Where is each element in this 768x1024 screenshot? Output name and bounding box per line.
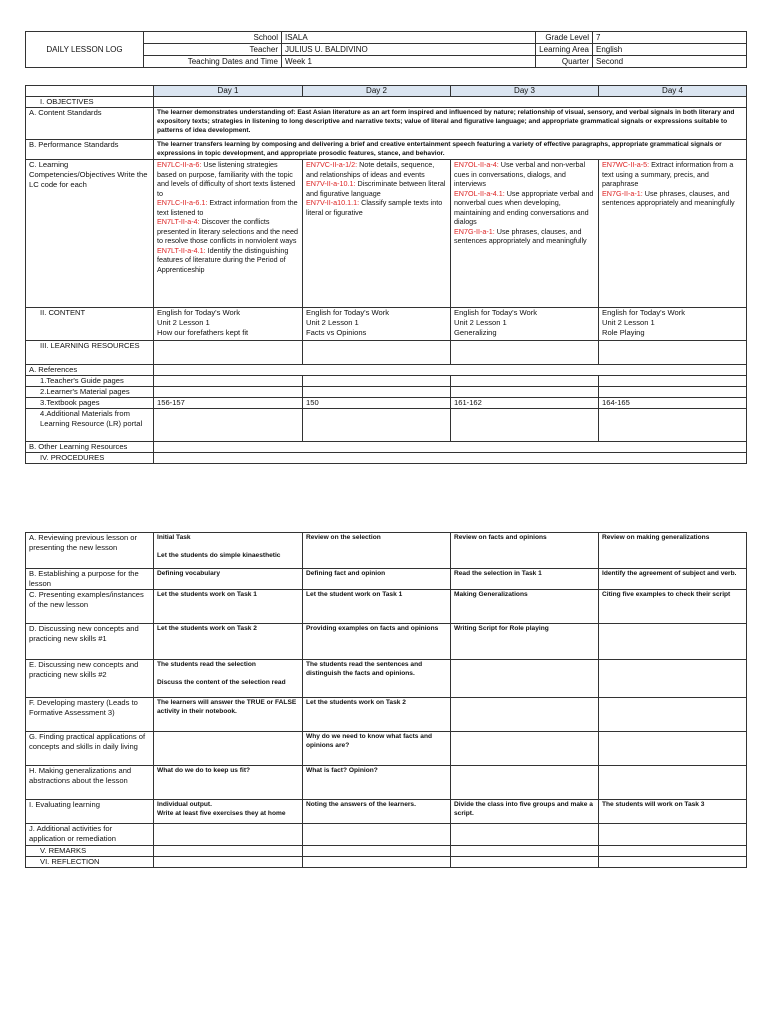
procedure-cell bbox=[451, 846, 599, 857]
lc-code: EN7OL-II-a-4: bbox=[454, 160, 499, 169]
procedure-cell bbox=[451, 698, 599, 732]
header-table bbox=[25, 31, 747, 68]
procedure-label: J. Additional activities for application or remediation bbox=[26, 824, 154, 846]
lc-label: C. Learning Competencies/Objectives Write the LC code for each bbox=[26, 160, 154, 308]
procedure-cell bbox=[599, 846, 747, 857]
procedure-cell bbox=[599, 660, 747, 698]
procedure-label: A. Reviewing previous lesson or presenting the new lesson bbox=[26, 533, 154, 569]
lc-text: Discover the conflicts presented in literary selections and the need to resolve those conflicts in nonviolent ways bbox=[157, 217, 299, 245]
procedure-row bbox=[26, 624, 747, 660]
procedure-row bbox=[26, 800, 747, 824]
procedure-cell bbox=[599, 624, 747, 660]
procedure-cell: Writing Script for Role playing bbox=[451, 624, 599, 660]
procedure-cell: Citing five examples to check their script bbox=[599, 590, 747, 624]
lc-code: EN7LT-II-a-4.1: bbox=[157, 245, 206, 255]
tb-day-2: 150 bbox=[303, 398, 451, 409]
procedure-label: E. Discussing new concepts and practicing new skills #2 bbox=[26, 660, 154, 698]
procedure-row bbox=[26, 732, 747, 766]
resources-heading: III. LEARNING RESOURCES bbox=[26, 341, 154, 365]
day-1-header: Day 1 bbox=[154, 86, 303, 97]
procedure-cell: Let the students work on Task 2 bbox=[154, 624, 303, 660]
content-standards-text: The learner demonstrates understanding of: East Asian literature as an art form inspired and influenced by nature; relationship of visual, sensory, and verbal signals in both literary and expository texts; strategies in listening to long descriptive and narrative texts; value of literal and figurative language; and appropriate grammatical signals or expressions suitable to patterns of idea development. bbox=[154, 108, 747, 140]
procedure-cell: Review on facts and opinions bbox=[451, 533, 599, 569]
procedures-heading: IV. PROCEDURES bbox=[26, 453, 154, 464]
lc-text: Note details, sequence, and relationships of ideas and events bbox=[306, 160, 435, 179]
procedure-cell: Why do we need to know what facts and opinions are? bbox=[303, 732, 451, 766]
lc-text: Use phrases, clauses, and sentences appropriately and meaningfully bbox=[602, 188, 735, 207]
day-2-header: Day 2 bbox=[303, 86, 451, 97]
area-value: English bbox=[593, 44, 747, 56]
grade-value: 7 bbox=[593, 32, 747, 44]
procedure-row bbox=[26, 569, 747, 590]
tb-label: 3.Textbook pages bbox=[26, 398, 154, 409]
objectives-heading: I. OBJECTIVES bbox=[26, 97, 154, 108]
procedure-row bbox=[26, 766, 747, 800]
tg-label: 1.Teacher's Guide pages bbox=[26, 376, 154, 387]
procedure-label: H. Making generalizations and abstractions about the lesson bbox=[26, 766, 154, 800]
lc-day-2 bbox=[303, 160, 451, 308]
procedure-cell: Noting the answers of the learners. bbox=[303, 800, 451, 824]
procedure-cell: Review on making generalizations bbox=[599, 533, 747, 569]
procedure-cell: The students read the selection Discuss the content of the selection read bbox=[154, 660, 303, 698]
performance-standards-text: The learner transfers learning by composing and delivering a brief and creative entertainment speech featuring a variety of effective paragraphs, appropriate grammatical signals or expressions in topic development, and appropriate prosodic features, stance, and behavior. bbox=[154, 140, 747, 160]
procedure-label: VI. REFLECTION bbox=[26, 857, 154, 868]
lc-code: EN7V-II-a-10.1: bbox=[306, 179, 356, 188]
procedure-row bbox=[26, 698, 747, 732]
procedure-label: D. Discussing new concepts and practicing new skills #1 bbox=[26, 624, 154, 660]
lc-text: Classify sample texts into literal or figurative bbox=[306, 198, 443, 217]
quarter-value: Second bbox=[593, 56, 747, 68]
day-3-header: Day 3 bbox=[451, 86, 599, 97]
procedure-cell bbox=[599, 857, 747, 868]
procedure-cell bbox=[154, 846, 303, 857]
lc-text: Use verbal and non-verbal cues in conversations, dialogs, and interviews bbox=[454, 160, 586, 188]
lc-day-4 bbox=[599, 160, 747, 308]
procedure-cell: Individual output. Write at least five exercises they at home bbox=[154, 800, 303, 824]
dates-value: Week 1 bbox=[282, 56, 536, 68]
dates-label: Teaching Dates and Time bbox=[144, 56, 282, 68]
lc-text: Identify the distinguishing features of literature during the Period of Apprenticeship bbox=[157, 245, 289, 274]
procedure-cell bbox=[154, 824, 303, 846]
content-day-4: English for Today's Work Unit 2 Lesson 1 Role Playing bbox=[599, 308, 747, 341]
procedure-cell: What is fact? Opinion? bbox=[303, 766, 451, 800]
content-standards-label: A. Content Standards bbox=[26, 108, 154, 140]
procedure-label: C. Presenting examples/instances of the new lesson bbox=[26, 590, 154, 624]
objectives-empty bbox=[154, 97, 747, 108]
corner-cell bbox=[26, 86, 154, 97]
procedure-cell: Let the student work on Task 1 bbox=[303, 590, 451, 624]
procedure-cell: Identify the agreement of subject and verb. bbox=[599, 569, 747, 590]
lesson-table-top bbox=[25, 85, 747, 464]
references-label: A. References bbox=[26, 365, 154, 376]
procedure-cell bbox=[451, 857, 599, 868]
procedure-row bbox=[26, 857, 747, 868]
procedure-cell: The students read the sentences and distinguish the facts and opinions. bbox=[303, 660, 451, 698]
additional-label: 4.Additional Materials from Learning Resource (LR) portal bbox=[26, 409, 154, 442]
school-value: ISALA bbox=[282, 32, 536, 44]
procedure-cell bbox=[303, 857, 451, 868]
lc-text: Discriminate between literal and figurative language bbox=[306, 179, 446, 198]
procedure-label: V. REMARKS bbox=[26, 846, 154, 857]
lc-code: EN7OL-II-a-4.1: bbox=[454, 188, 505, 198]
lc-code: EN7V-II-a10.1.1: bbox=[306, 198, 360, 207]
school-label: School bbox=[144, 32, 282, 44]
procedure-cell bbox=[451, 660, 599, 698]
lc-text: Extract information from the text listened to bbox=[157, 198, 298, 217]
log-title: DAILY LESSON LOG bbox=[26, 32, 144, 68]
procedure-cell: What do we do to keep us fit? bbox=[154, 766, 303, 800]
content-day-1: English for Today's Work Unit 2 Lesson 1 How our forefathers kept fit bbox=[154, 308, 303, 341]
lc-day-3 bbox=[451, 160, 599, 308]
procedures-table bbox=[25, 532, 747, 868]
content-day-2: English for Today's Work Unit 2 Lesson 1 Facts vs Opinions bbox=[303, 308, 451, 341]
lc-code: EN7LT-II-a-4: bbox=[157, 217, 200, 226]
procedure-cell bbox=[154, 857, 303, 868]
procedure-label: F. Developing mastery (Leads to Formative Assessment 3) bbox=[26, 698, 154, 732]
procedure-row bbox=[26, 846, 747, 857]
procedure-cell: The students will work on Task 3 bbox=[599, 800, 747, 824]
procedure-cell: Defining vocabulary bbox=[154, 569, 303, 590]
lc-text: Use phrases, clauses, and sentences appropriately and meaningfully bbox=[454, 226, 587, 245]
procedure-cell bbox=[599, 732, 747, 766]
content-heading: II. CONTENT bbox=[26, 308, 154, 341]
performance-standards-label: B. Performance Standards bbox=[26, 140, 154, 160]
lc-code: EN7G-II-a-1: bbox=[454, 226, 495, 236]
lc-text: Use listening strategies based on purpose, familiarity with the topic and levels of difficulty of short texts listened to bbox=[157, 160, 296, 198]
lm-label: 2.Learner's Material pages bbox=[26, 387, 154, 398]
procedure-row bbox=[26, 660, 747, 698]
day-4-header: Day 4 bbox=[599, 86, 747, 97]
procedure-label: B. Establishing a purpose for the lesson bbox=[26, 569, 154, 590]
procedure-cell bbox=[303, 824, 451, 846]
other-resources-label: B. Other Learning Resources bbox=[26, 442, 154, 453]
procedure-cell bbox=[451, 824, 599, 846]
teacher-label: Teacher bbox=[144, 44, 282, 56]
lc-code: EN7WC-II-a-5: bbox=[602, 160, 650, 169]
procedure-cell bbox=[599, 766, 747, 800]
lc-code: EN7LC-II-a-6: bbox=[157, 160, 202, 169]
procedure-cell: Let the students work on Task 1 bbox=[154, 590, 303, 624]
lc-text: Extract information from a text using a summary, precis, and paraphrase bbox=[602, 160, 734, 188]
procedure-cell: Read the selection in Task 1 bbox=[451, 569, 599, 590]
quarter-label: Quarter bbox=[536, 56, 593, 68]
lc-code: EN7LC-II-a-6.1: bbox=[157, 198, 208, 207]
lc-day-1 bbox=[154, 160, 303, 308]
procedure-cell bbox=[599, 824, 747, 846]
lc-code: EN7VC-II-a-1/2: bbox=[306, 160, 358, 169]
procedure-cell: Let the students work on Task 2 bbox=[303, 698, 451, 732]
tb-day-1: 156-157 bbox=[154, 398, 303, 409]
procedure-cell: Review on the selection bbox=[303, 533, 451, 569]
procedure-cell bbox=[599, 698, 747, 732]
content-day-3: English for Today's Work Unit 2 Lesson 1 Generalizing bbox=[451, 308, 599, 341]
procedure-label: I. Evaluating learning bbox=[26, 800, 154, 824]
procedure-cell bbox=[154, 732, 303, 766]
procedure-cell: Divide the class into five groups and make a script. bbox=[451, 800, 599, 824]
procedure-cell: Making Generalizations bbox=[451, 590, 599, 624]
procedure-row bbox=[26, 590, 747, 624]
procedure-cell: Providing examples on facts and opinions bbox=[303, 624, 451, 660]
lc-text: Use appropriate verbal and nonverbal cues when developing, maintaining and ending conversations and dialogs bbox=[454, 188, 594, 226]
tb-day-4: 164-165 bbox=[599, 398, 747, 409]
procedure-row bbox=[26, 824, 747, 846]
teacher-value: JULIUS U. BALDIVINO bbox=[282, 44, 536, 56]
area-label: Learning Area bbox=[536, 44, 593, 56]
procedure-label: G. Finding practical applications of concepts and skills in daily living bbox=[26, 732, 154, 766]
procedure-cell bbox=[451, 732, 599, 766]
procedure-cell: The learners will answer the TRUE or FALSE activity in their notebook. bbox=[154, 698, 303, 732]
procedure-cell bbox=[303, 846, 451, 857]
procedure-cell bbox=[451, 766, 599, 800]
procedure-cell: Defining fact and opinion bbox=[303, 569, 451, 590]
procedure-row bbox=[26, 533, 747, 569]
tb-day-3: 161-162 bbox=[451, 398, 599, 409]
procedure-cell: Initial Task Let the students do simple kinaesthetic bbox=[154, 533, 303, 569]
lc-code: EN7G-II-a-1: bbox=[602, 188, 643, 198]
grade-label: Grade Level bbox=[536, 32, 593, 44]
